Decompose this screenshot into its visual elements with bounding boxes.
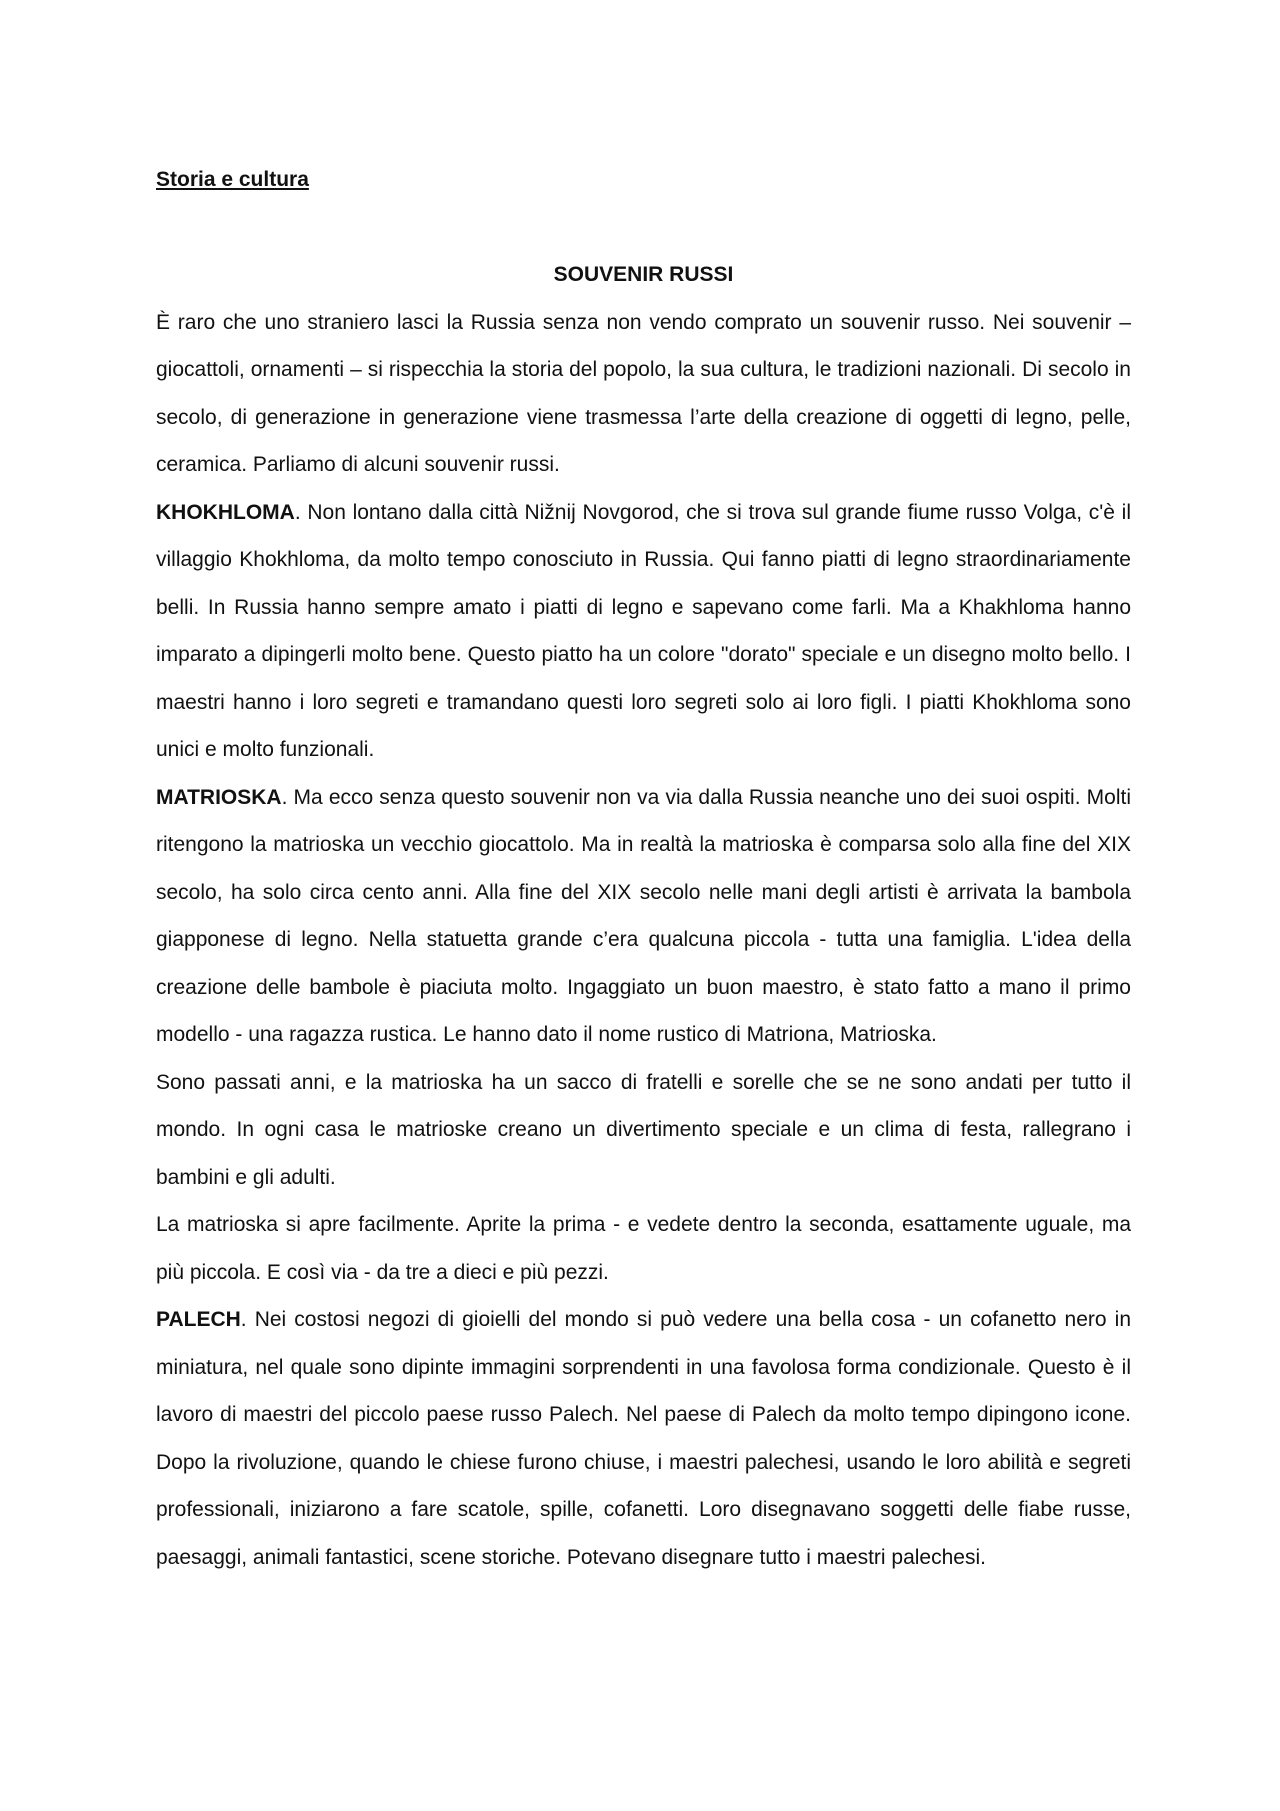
paragraph-text: È raro che uno straniero lasci la Russia senza non vendo comprato un souvenir russo. Nei souvenir – giocattoli, ornamenti – si rispecchia la storia del popolo, la sua cultura, le tradizioni nazionali. Di secolo in secolo, di generazione in generazione viene trasmessa l’arte della creazione di oggetti di legno, pelle, ceramica. Parliamo di alcuni souvenir russi.	[156, 310, 1131, 476]
paragraph-text: . Ma ecco senza questo souvenir non va via dalla Russia neanche uno dei suoi ospiti. Molti ritengono la matrioska un vecchio giocattolo. Ma in realtà la matrioska è comparsa solo alla fine del XIX secolo, ha solo circa cento anni. Alla fine del XIX secolo nelle mani degli artisti è arrivata la bambola giapponese di legno. Nella statuetta grande c’era qualcuna piccola - tutta una famiglia. L'idea della creazione delle bambole è piaciuta molto. Ingaggiato un buon maestro, è stato fatto a mano il primo modello - una ragazza rustica. Le hanno dato il nome rustico di Matriona, Matrioska.	[156, 785, 1131, 1046]
paragraph-text: . Non lontano dalla città Nižnij Novgorod, che si trova sul grande fiume russo Volga, c'è il villaggio Khokhloma, da molto tempo conosciuto in Russia. Qui fanno piatti di legno straordinariamente belli. In Russia hanno sempre amato i piatti di legno e sapevano come farli. Ma a Khakhloma hanno imparato a dipingerli molto bene. Questo piatto ha un colore "dorato" speciale e un disegno molto bello. I maestri hanno i loro segreti e tramandano questi loro segreti solo ai loro figli. I piatti Khokhloma sono unici e molto funzionali.	[156, 500, 1131, 761]
paragraph-matrioska-world	[156, 1059, 1131, 1202]
spacer	[156, 204, 1131, 252]
paragraph-text: . Nei costosi negozi di gioielli del mondo si può vedere una bella cosa - un cofanetto nero in miniatura, nel quale sono dipinte immagini sorprendenti in una favolosa forma condizionale. Questo è il lavoro di maestri del piccolo paese russo Palech. Nel paese di Palech da molto tempo dipingono icone. Dopo la rivoluzione, quando le chiese furono chiuse, i maestri palechesi, usando le loro abilità e segreti professionali, iniziarono a fare scatole, spille, cofanetti. Loro disegnavano soggetti delle fiabe russe, paesaggi, animali fantastici, scene storiche. Potevano disegnare tutto i maestri palechesi.	[156, 1308, 1131, 1569]
document-title: SOUVENIR RUSSI	[553, 263, 734, 286]
paragraph-palech	[156, 1296, 1131, 1581]
section-label: Storia e cultura	[156, 168, 309, 191]
paragraph-matrioska	[156, 774, 1131, 1059]
paragraph-matrioska-open	[156, 1201, 1131, 1296]
paragraph-lead-palech: PALECH	[156, 1308, 241, 1331]
paragraph-khokhloma	[156, 489, 1131, 774]
paragraph-text: La matrioska si apre facilmente. Aprite la prima - e vedete dentro la seconda, esattamente uguale, ma più piccola. E così via - da tre a dieci e più pezzi.	[156, 1213, 1131, 1284]
paragraph-lead-matrioska: MATRIOSKA	[156, 785, 282, 809]
paragraph-text: Sono passati anni, e la matrioska ha un sacco di fratelli e sorelle che se ne sono andati per tutto il mondo. In ogni casa le matrioske creano un divertimento speciale e un clima di festa, rallegrano i bambini e gli adulti.	[156, 1070, 1131, 1189]
paragraph-intro	[156, 299, 1131, 489]
document-body	[156, 156, 1131, 1581]
paragraph-lead-khokhloma: KHOKHLOMA	[156, 500, 295, 524]
